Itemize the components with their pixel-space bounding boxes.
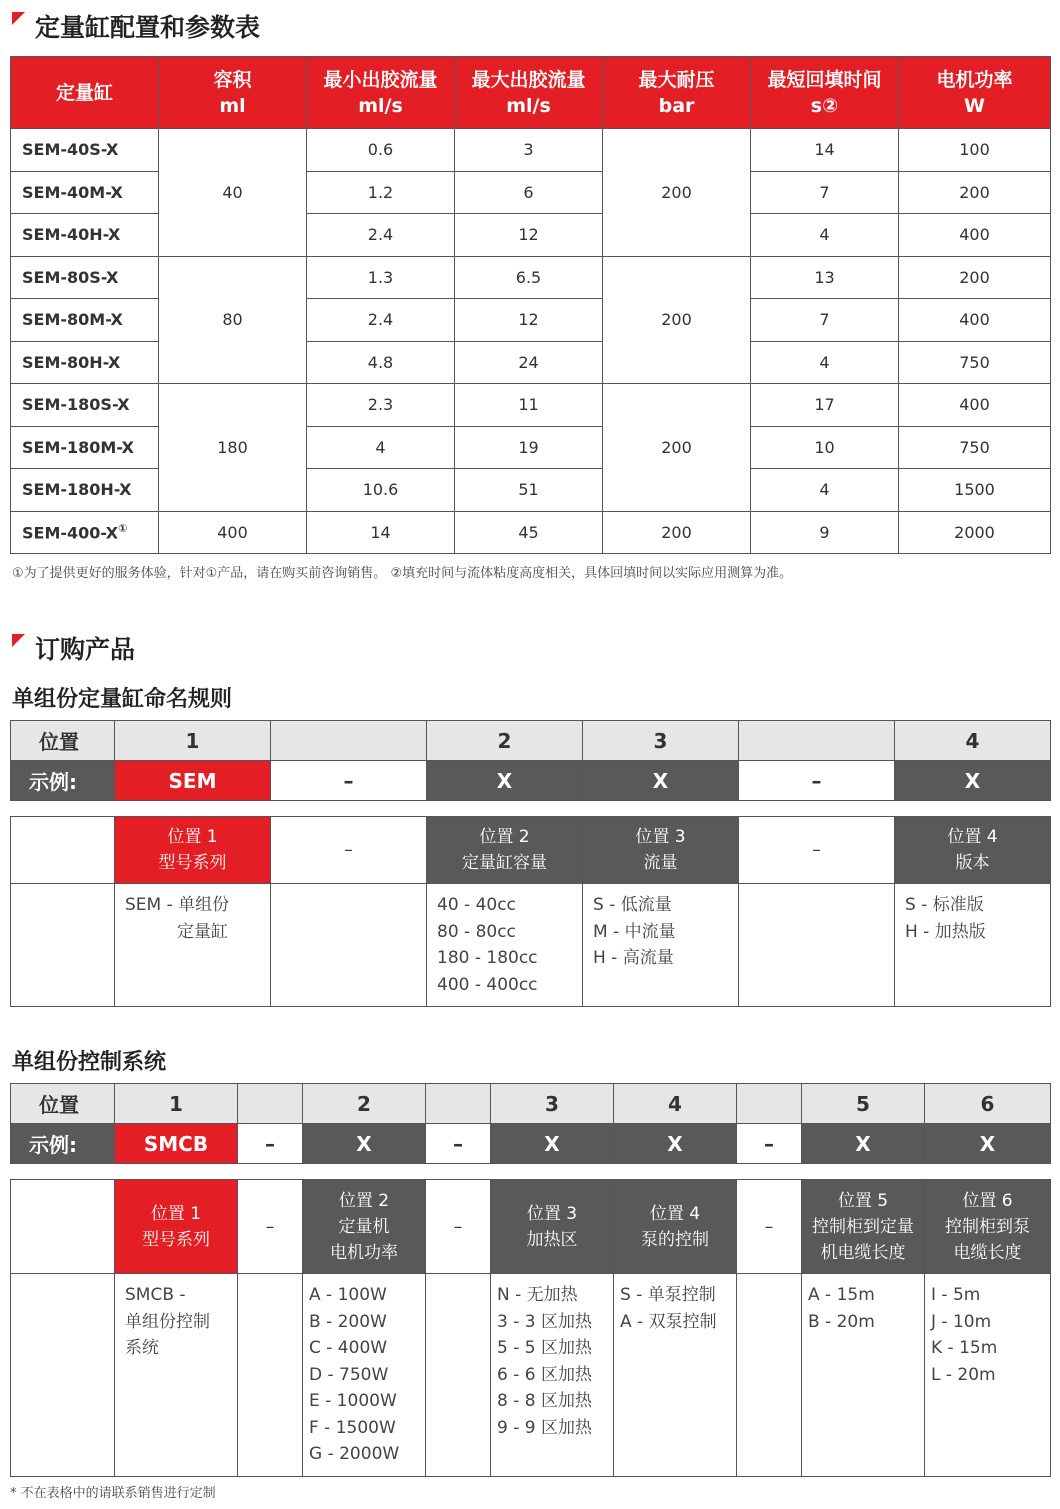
pos5-header: 位置 5 控制柜到定量 机电缆长度	[802, 1180, 925, 1274]
pos5-options: A - 15m B - 20m	[802, 1274, 925, 1477]
example-row: 示例: SEM – X X – X	[11, 761, 1051, 801]
detail-body-row	[11, 884, 1051, 1007]
order-section-title: 订购产品	[12, 630, 135, 666]
pos4-header: 位置 4 版本	[895, 817, 1051, 884]
pos6-options: I - 5m J - 10m K - 15m L - 20m	[925, 1274, 1051, 1477]
header-min-flow: 最小出胶流量 ml/s	[307, 57, 455, 129]
header-max-pressure: 最大耐压 bar	[603, 57, 751, 129]
control-title: 单组份控制系统	[12, 1050, 167, 1075]
header-max-flow: 最大出胶流量 ml/s	[455, 57, 603, 129]
detail-header-row: 位置 1 型号系列 – 位置 2 定量机 电机功率 – 位置 3 加热区 位置 4 泵的控制 – 位置 5 控制柜到定量 机电缆长度 位置 6 控制柜到泵 电缆长度	[11, 1180, 1051, 1274]
pos1-options: SEM - 单组份 定量缸	[115, 884, 271, 1007]
pos6-header: 位置 6 控制柜到泵 电缆长度	[925, 1180, 1051, 1274]
pos2-header: 位置 2 定量缸容量	[427, 817, 583, 884]
pos4-header: 位置 4 泵的控制	[614, 1180, 737, 1274]
spec-section-title: 定量缸配置和参数表	[12, 8, 260, 44]
header-fill-time: 最短回填时间 s②	[751, 57, 899, 129]
table-row: SEM-80M-X 2.4 12 7 400	[11, 299, 1051, 342]
position-row: 位置 1 2 3 4	[11, 721, 1051, 761]
header-power: 电机功率 W	[899, 57, 1051, 129]
pos2-options: A - 100W B - 200W C - 400W D - 750W E - 1000W F - 1500W G - 2000W	[303, 1274, 426, 1477]
naming-detail-table	[10, 816, 1051, 1007]
table-row: SEM-180H-X 10.6 51 4 1500	[11, 469, 1051, 512]
table-row: SEM-180M-X 4 19 10 750	[11, 426, 1051, 469]
pos3-header: 位置 3 流量	[583, 817, 739, 884]
naming-position-table	[10, 720, 1051, 801]
table-row: SEM-40M-X 1.2 6 7 200	[11, 171, 1051, 214]
table-row: SEM-400-X① 400 14 45 200 9 2000	[11, 511, 1051, 554]
detail-header-row: 位置 1 型号系列 – 位置 2 定量缸容量 位置 3 流量 – 位置 4 版本	[11, 817, 1051, 884]
pos1-options: SMCB - 单组份控制 系统	[115, 1274, 238, 1477]
pos3-header: 位置 3 加热区	[491, 1180, 614, 1274]
header-volume: 容积 ml	[159, 57, 307, 129]
pos4-options: S - 单泵控制 A - 双泵控制	[614, 1274, 737, 1477]
naming-title: 单组份定量缸命名规则	[12, 687, 233, 712]
table-row: SEM-80S-X 80 1.3 6.5 200 13 200	[11, 256, 1051, 299]
table-row: SEM-40H-X 2.4 12 4 400	[11, 214, 1051, 257]
position-row: 位置 1 2 3 4 5 6	[11, 1084, 1051, 1124]
pos4-options: S - 标准版 H - 加热版	[895, 884, 1051, 1007]
spec-header-row	[11, 57, 1051, 129]
spec-footnote: ①为了提供更好的服务体验，针对①产品，请在购买前咨询销售。 ②填充时间与流体粘度高度相关，具体回填时间以实际应用测算为准。	[12, 566, 793, 581]
pos2-options: 40 - 40cc 80 - 80cc 180 - 180cc 400 - 400cc	[427, 884, 583, 1007]
pos2-header: 位置 2 定量机 电机功率	[303, 1180, 426, 1274]
header-model: 定量缸	[11, 57, 159, 129]
detail-body-row	[11, 1274, 1051, 1477]
pos1-header: 位置 1 型号系列	[115, 817, 271, 884]
control-position-table	[10, 1083, 1051, 1164]
red-triangle-icon	[12, 634, 25, 647]
table-row: SEM-180S-X 180 2.3 11 200 17 400	[11, 384, 1051, 427]
pos1-header: 位置 1 型号系列	[115, 1180, 238, 1274]
control-detail-table	[10, 1179, 1051, 1477]
table-row: SEM-80H-X 4.8 24 4 750	[11, 341, 1051, 384]
spec-table	[10, 56, 1051, 554]
pos3-options: N - 无加热 3 - 3 区加热 5 - 5 区加热 6 - 6 区加热 8 - 8 区加热 9 - 9 区加热	[491, 1274, 614, 1477]
order-footnote: * 不在表格中的请联系销售进行定制	[10, 1486, 216, 1501]
example-row: 示例: SMCB – X – X X – X X	[11, 1124, 1051, 1164]
table-row: SEM-40S-X 40 0.6 3 200 14 100	[11, 129, 1051, 172]
pos3-options: S - 低流量 M - 中流量 H - 高流量	[583, 884, 739, 1007]
red-triangle-icon	[12, 12, 25, 25]
